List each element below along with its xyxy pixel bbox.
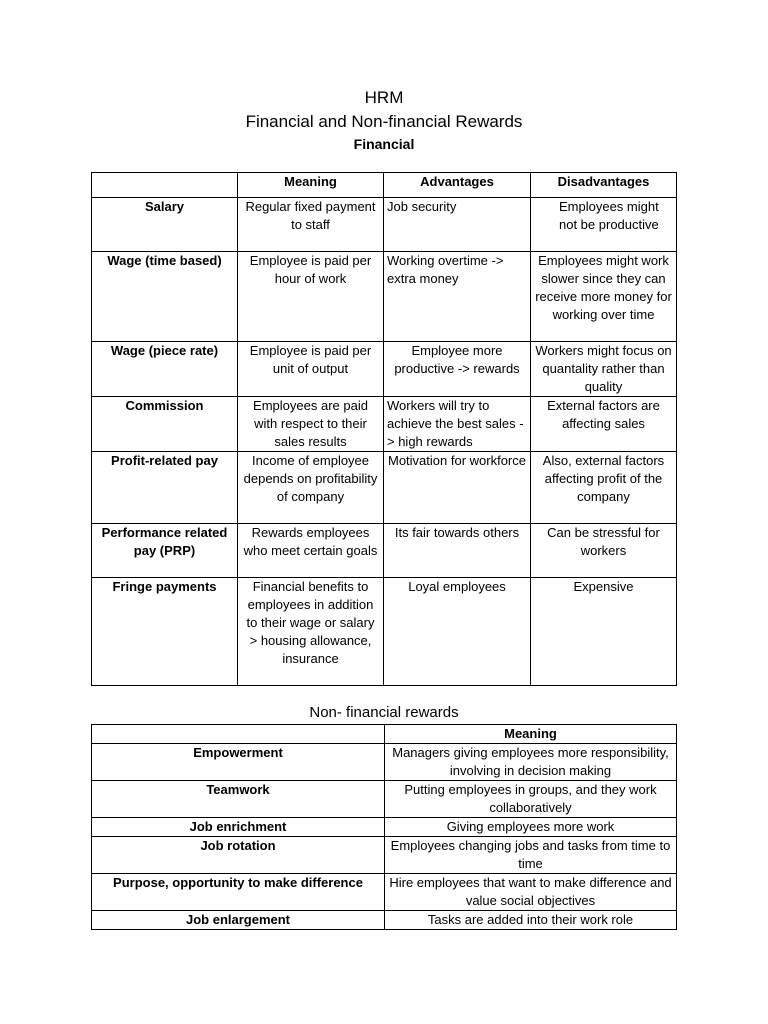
table-row	[92, 818, 677, 837]
reward-name: Job enlargement	[92, 911, 385, 930]
reward-name: Performance related pay (PRP)	[92, 524, 238, 578]
reward-meaning: Regular fixed payment to staff	[238, 198, 384, 252]
table-row	[92, 452, 677, 524]
reward-meaning: Employee is paid per unit of output	[238, 342, 384, 397]
reward-name: Profit-related pay	[92, 452, 238, 524]
reward-name: Empowerment	[92, 744, 385, 781]
reward-name: Salary	[92, 198, 238, 252]
table-row	[92, 342, 677, 397]
document-subtitle: Financial and Non-financial Rewards	[245, 112, 523, 131]
reward-advantages: Motivation for workforce	[384, 452, 531, 524]
header-cell-advantages: Advantages	[384, 173, 531, 198]
reward-meaning: Giving employees more work	[385, 818, 677, 837]
header-cell-blank	[92, 173, 238, 198]
reward-name: Purpose, opportunity to make difference	[92, 874, 385, 911]
nonfinancial-section-heading: Non- financial rewards	[309, 704, 459, 721]
table-header-row	[92, 725, 677, 744]
reward-meaning: Rewards employees who meet certain goals	[238, 524, 384, 578]
header-cell-disadvantages: Disadvantages	[531, 173, 677, 198]
reward-advantages: Employee more productive -> rewards	[384, 342, 531, 397]
reward-meaning: Hire employees that want to make difference and value social objectives	[385, 874, 677, 911]
reward-advantages: Workers will try to achieve the best sales -> high rewards	[384, 397, 531, 452]
table-row	[92, 198, 677, 252]
reward-advantages: Job security	[384, 198, 531, 252]
table-row	[92, 744, 677, 781]
reward-meaning: Managers giving employees more responsibility, involving in decision making	[385, 744, 677, 781]
reward-disadvantages: External factors are affecting sales	[531, 397, 677, 452]
document-title: HRM	[364, 88, 404, 107]
table-row	[92, 781, 677, 818]
reward-name: Wage (piece rate)	[92, 342, 238, 397]
reward-advantages: Working overtime -> extra money	[384, 252, 531, 342]
reward-meaning: Financial benefits to employees in addition to their wage or salary > housing allowance, insurance	[238, 578, 384, 686]
reward-name: Job enrichment	[92, 818, 385, 837]
reward-disadvantages: Employees might work slower since they can receive more money for working over time	[531, 252, 677, 342]
financial-section-heading: Financial	[353, 136, 415, 152]
table-row	[92, 911, 677, 930]
reward-advantages: Its fair towards others	[384, 524, 531, 578]
table-row	[92, 397, 677, 452]
table-row	[92, 578, 677, 686]
reward-disadvantages: Workers might focus on quantality rather than quality	[531, 342, 677, 397]
reward-advantages: Loyal employees	[384, 578, 531, 686]
reward-name: Wage (time based)	[92, 252, 238, 342]
reward-name: Teamwork	[92, 781, 385, 818]
reward-meaning: Income of employee depends on profitability of company	[238, 452, 384, 524]
reward-disadvantages: Also, external factors affecting profit of the company	[531, 452, 677, 524]
table-row	[92, 837, 677, 874]
reward-name: Commission	[92, 397, 238, 452]
table-row	[92, 524, 677, 578]
financial-rewards-table	[91, 172, 677, 686]
reward-meaning: Tasks are added into their work role	[385, 911, 677, 930]
reward-meaning: Employees are paid with respect to their sales results	[238, 397, 384, 452]
nonfinancial-rewards-table	[91, 724, 677, 930]
reward-disadvantages: Employees might not be productive	[531, 198, 677, 252]
table-header-row	[92, 173, 677, 198]
reward-meaning: Employees changing jobs and tasks from time to time	[385, 837, 677, 874]
reward-disadvantages: Can be stressful for workers	[531, 524, 677, 578]
header-cell-meaning: Meaning	[238, 173, 384, 198]
reward-name: Fringe payments	[92, 578, 238, 686]
reward-disadvantages: Expensive	[531, 578, 677, 686]
table-row	[92, 874, 677, 911]
reward-meaning: Employee is paid per hour of work	[238, 252, 384, 342]
reward-meaning: Putting employees in groups, and they work collaboratively	[385, 781, 677, 818]
header-cell-meaning: Meaning	[385, 725, 677, 744]
header-cell-blank	[92, 725, 385, 744]
table-row	[92, 252, 677, 342]
reward-name: Job rotation	[92, 837, 385, 874]
